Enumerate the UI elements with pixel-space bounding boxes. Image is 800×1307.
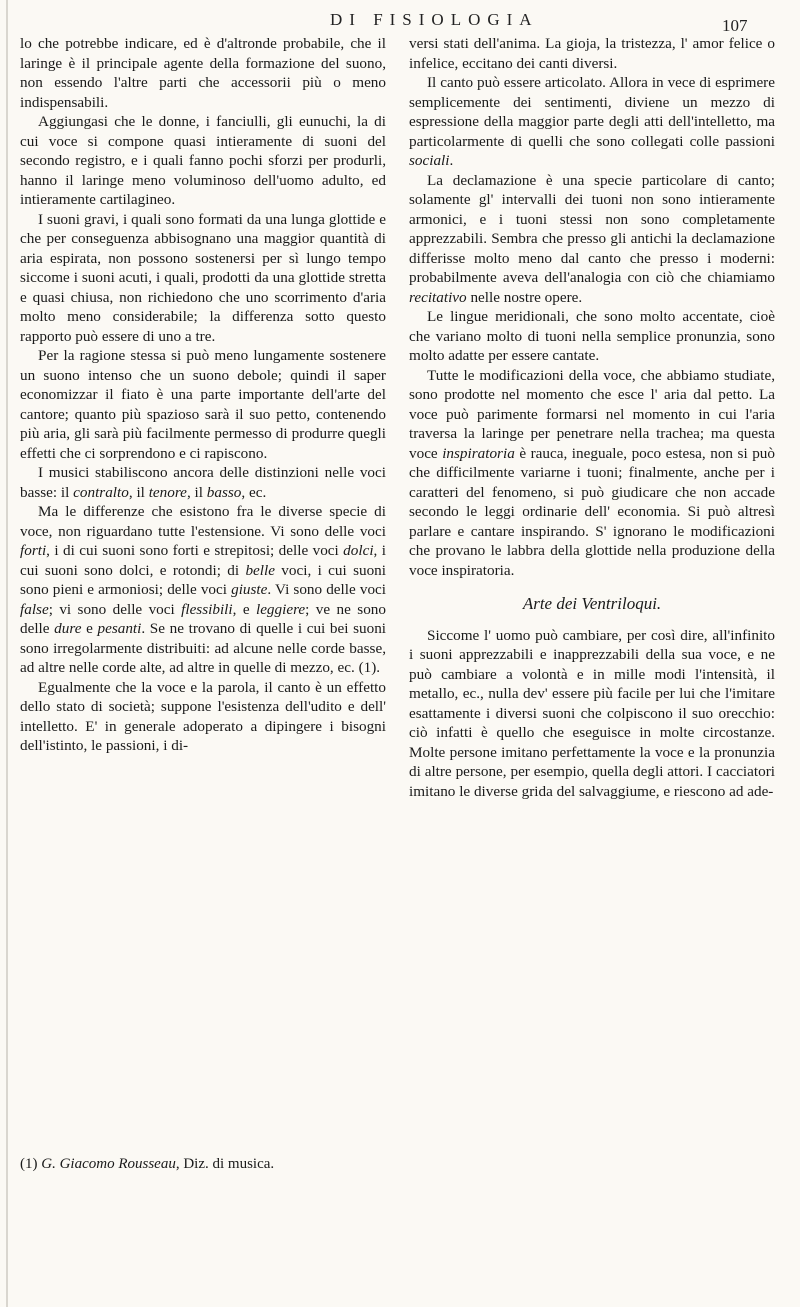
- text-run: I musici stabiliscono ancora delle distinzioni nelle voci basse: il: [20, 464, 386, 501]
- text-run: , il: [186, 483, 207, 501]
- footnote: [20, 1155, 380, 1174]
- text-run: , i cui suoni sono dolci, e rotondi; di: [20, 542, 386, 579]
- right-column: [409, 34, 775, 801]
- text-run: Il canto può essere articolato. Allora in vece di esprimere semplicemente dei sentimenti, diviene un mezzo di espressione della maggior parte degli atti dell'intelletto, ma particolarmente di quelli che sono collegati colle passioni: [409, 74, 775, 150]
- term-dolci: dolci: [343, 542, 374, 559]
- text-run: , il: [128, 483, 149, 501]
- term-recitativo: recitativo: [409, 288, 467, 306]
- term-pesanti: pesanti: [97, 620, 142, 637]
- footnote-author: G. Giacomo Rousseau: [41, 1156, 176, 1172]
- right-paragraph-6: Siccome l' uomo può cambiare, per così dire, all'infinito i suoni apprezzabili e inapprezzabili della sua voce, e ne può cambiare a volontà e in mille modi l'intensità, il metallo, ec., nulla dev' essere più facile per lui che l'imitare esattamente i diversi suoni che colpiscono il suo orecchio: ciò infatti è quello che eseguisce in molte circostanze. Molte persone imitano perfettamente la voce e la pronunzia di altre persone, per esempio, quella degli attori. I cacciatori imitano le diverse grida del salvaggiume, e riescono ad ade-: [409, 626, 775, 800]
- right-paragraph-5: [409, 366, 775, 581]
- text-run: , ec.: [241, 483, 267, 501]
- term-false: false: [20, 600, 49, 618]
- text-run: . Vi sono delle voci: [267, 581, 386, 598]
- text-run: .: [449, 152, 454, 169]
- right-paragraph-3: [409, 171, 775, 308]
- left-paragraph-4: Per la ragione stessa si può meno lungamente sostenere un suono intenso che un suono debole; quindi il saper economizzar il fiato è una parte importante dell'arte del cantore; quanto più spazioso sarà il suo petto, contenendo più aria, gli sarà più facilmente permesso di produrre quegli effetti che ci sorprendono e ci rapiscono.: [20, 347, 386, 462]
- text-run: ; ve ne sono delle: [20, 600, 386, 637]
- left-paragraph-7: Egualmente che la voce e la parola, il canto è un effetto dello stato di società; suppone l'esistenza dell'udito e dell' intelletto. E' in generale adoperato a dipingere i bisogni dell'istinto, le passioni, i di-: [20, 678, 386, 754]
- text-run: e: [81, 620, 98, 637]
- term-giuste: giuste: [231, 581, 268, 598]
- right-paragraph-2: [409, 73, 775, 171]
- term-dure: dure: [54, 620, 82, 637]
- text-run: Tutte le modificazioni della voce, che abbiamo studiate, sono prodotte nel momento che esce l' aria dal petto. La voce può parimente formarsi nel momento in cui l'aria traversa la laringe per penetrare nella trachea; ma questa voce: [409, 366, 775, 462]
- text-run: voci, i cui suoni sono pieni e armoniosi; delle voci: [20, 561, 386, 598]
- right-paragraph-4: Le lingue meridionali, che sono molto accentate, cioè che variano molto di tuoni nella semplice pronunzia, sono molto adatte per essere cantate.: [409, 308, 775, 364]
- text-run: La declamazione è una specie particolare di canto; solamente gl' intervalli dei tuoni non sono intieramente armonici, e i tuoni stessi non sono completamente apprezzabili. Sembra che presso gli antichi la declamazione differisse molto meno dal canto che presso i moderni: probabilmente aveva dell'analogia con ciò che chiamiamo: [409, 171, 775, 286]
- text-run: ; vi sono delle voci: [48, 600, 182, 618]
- left-paragraph-5: [20, 463, 386, 502]
- term-tenore: tenore: [148, 483, 187, 501]
- section-heading: Arte dei Ventriloqui.: [522, 594, 662, 613]
- left-paragraph-6: [20, 502, 386, 678]
- text-run: . Se ne trovano di quelle i cui bei suoni sono irregolarmente distribuiti: ad alcune nelle corde basse, ad altre nelle corde alte, ad altre in quelle di mezzo, ec. (1).: [20, 620, 387, 676]
- left-paragraph-1: lo che potrebbe indicare, ed è d'altronde probabile, che il laringe è il principale agente della formazione del suono, non essendo l'altre parti che accessorii più o meno indispensabili.: [20, 35, 386, 111]
- text-run: , i di cui suoni sono forti e strepitosi; delle voci: [46, 542, 344, 559]
- running-title: DI FISIOLOGIA: [330, 10, 539, 29]
- term-forti: forti: [20, 542, 47, 559]
- text-run: è rauca, ineguale, poco estesa, non si può che difficilmente variarne i tuoni; finalmente, anche per i caratteri del fenomeno, si può giudicare che non accade secondo le leggi ordinarie dell' economia. Si può altresì parlare e cantare inspirando. S' ignorano le modificazioni che provano le labbra della glottide nella produzione della voce inspiratoria.: [409, 444, 775, 579]
- footnote-source: , Diz. di musica.: [175, 1156, 275, 1172]
- page-number: 107: [722, 16, 748, 35]
- term-basso: basso: [206, 483, 242, 501]
- term-flessibili: flessibili: [181, 600, 233, 618]
- text-run: nelle nostre opere.: [466, 288, 583, 306]
- text-run: , e: [232, 600, 256, 618]
- left-paragraph-3: I suoni gravi, i quali sono formati da una lunga glottide e che per conseguenza abbisognano una maggior quantità di aria espirata, non possono sostenersi per sì lungo tempo siccome i suoni acuti, i quali, prodotti da una glottide stretta e quasi chiusa, non richiedono che uno scorrimento d'aria molto meno considerabile; la differenza sotto questo rapporto può essere di uno a tre.: [20, 210, 386, 345]
- left-paragraph-2: Aggiungasi che le donne, i fanciulli, gli eunuchi, la di cui voce si compone quasi intieramente di suoni del secondo registro, e i quali fanno pochi sforzi per produrli, hanno il laringe meno voluminoso dell'uomo adulto, ed intieramente cartilagineo.: [20, 113, 386, 208]
- left-column: [20, 34, 386, 756]
- term-inspiratoria: inspiratoria: [442, 444, 515, 462]
- term-sociali: sociali: [409, 152, 450, 169]
- page-edge-shadow: [6, 0, 8, 1307]
- term-belle: belle: [245, 561, 275, 579]
- term-contralto: contralto: [73, 483, 129, 501]
- right-paragraph-1: versi stati dell'anima. La gioja, la tristezza, l' amor felice o infelice, eccitano dei canti diversi.: [409, 35, 775, 72]
- footnote-marker: (1): [20, 1156, 38, 1172]
- term-leggiere: leggiere: [255, 600, 306, 618]
- text-run: Ma le differenze che esistono fra le diverse specie di voce, non riguardano tutte l'estensione. Vi sono delle voci: [20, 503, 386, 540]
